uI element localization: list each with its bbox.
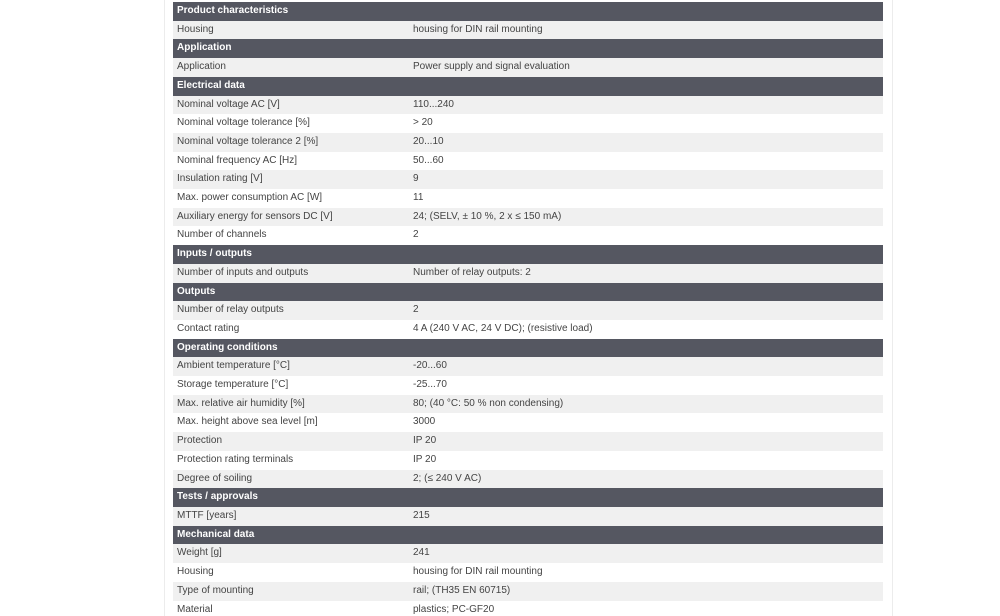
row-value: 24; (SELV, ± 10 %, 2 x ≤ 150 mA) bbox=[409, 208, 883, 227]
table-row bbox=[173, 395, 883, 414]
table-row bbox=[173, 432, 883, 451]
section-header bbox=[173, 339, 883, 358]
row-value: 215 bbox=[409, 507, 883, 526]
row-label: Max. relative air humidity [%] bbox=[173, 395, 409, 414]
row-value: 3000 bbox=[409, 413, 883, 432]
table-row bbox=[173, 170, 883, 189]
section-title: Electrical data bbox=[173, 77, 883, 96]
table-row bbox=[173, 21, 883, 40]
spec-table bbox=[173, 2, 883, 616]
row-value: rail; (TH35 EN 60715) bbox=[409, 582, 883, 601]
table-row bbox=[173, 470, 883, 489]
row-label: Auxiliary energy for sensors DC [V] bbox=[173, 208, 409, 227]
row-label: Degree of soiling bbox=[173, 470, 409, 489]
row-label: Protection bbox=[173, 432, 409, 451]
row-value: 2 bbox=[409, 301, 883, 320]
row-value: housing for DIN rail mounting bbox=[409, 563, 883, 582]
section-header bbox=[173, 245, 883, 264]
product-data-card bbox=[164, 0, 893, 616]
row-label: MTTF [years] bbox=[173, 507, 409, 526]
row-label: Housing bbox=[173, 21, 409, 40]
row-label: Storage temperature [°C] bbox=[173, 376, 409, 395]
table-row bbox=[173, 376, 883, 395]
table-row bbox=[173, 451, 883, 470]
section-title: Operating conditions bbox=[173, 339, 883, 358]
section-title: Tests / approvals bbox=[173, 488, 883, 507]
section-header bbox=[173, 283, 883, 302]
table-row bbox=[173, 601, 883, 616]
row-label: Nominal voltage AC [V] bbox=[173, 96, 409, 115]
table-row bbox=[173, 563, 883, 582]
row-label: Protection rating terminals bbox=[173, 451, 409, 470]
row-label: Housing bbox=[173, 563, 409, 582]
row-label: Application bbox=[173, 58, 409, 77]
table-row bbox=[173, 96, 883, 115]
row-label: Nominal voltage tolerance [%] bbox=[173, 114, 409, 133]
row-label: Insulation rating [V] bbox=[173, 170, 409, 189]
section-title: Outputs bbox=[173, 283, 883, 302]
table-row bbox=[173, 114, 883, 133]
section-title: Inputs / outputs bbox=[173, 245, 883, 264]
row-value: Power supply and signal evaluation bbox=[409, 58, 883, 77]
table-row bbox=[173, 582, 883, 601]
row-label: Max. height above sea level [m] bbox=[173, 413, 409, 432]
section-header bbox=[173, 2, 883, 21]
row-value: housing for DIN rail mounting bbox=[409, 21, 883, 40]
row-value: 9 bbox=[409, 170, 883, 189]
table-row bbox=[173, 58, 883, 77]
section-header bbox=[173, 77, 883, 96]
row-label: Number of inputs and outputs bbox=[173, 264, 409, 283]
row-value: > 20 bbox=[409, 114, 883, 133]
table-row bbox=[173, 357, 883, 376]
table-row bbox=[173, 544, 883, 563]
row-label: Max. power consumption AC [W] bbox=[173, 189, 409, 208]
row-value: 80; (40 °C: 50 % non condensing) bbox=[409, 395, 883, 414]
row-value: -20...60 bbox=[409, 357, 883, 376]
table-row bbox=[173, 133, 883, 152]
section-title: Mechanical data bbox=[173, 526, 883, 545]
section-title: Application bbox=[173, 39, 883, 58]
section-title: Product characteristics bbox=[173, 2, 883, 21]
table-row bbox=[173, 152, 883, 171]
row-value: 110...240 bbox=[409, 96, 883, 115]
row-value: 2; (≤ 240 V AC) bbox=[409, 470, 883, 489]
table-row bbox=[173, 226, 883, 245]
row-value: IP 20 bbox=[409, 451, 883, 470]
row-value: 4 A (240 V AC, 24 V DC); (resistive load) bbox=[409, 320, 883, 339]
section-header bbox=[173, 39, 883, 58]
row-label: Contact rating bbox=[173, 320, 409, 339]
row-value: IP 20 bbox=[409, 432, 883, 451]
row-value: 50...60 bbox=[409, 152, 883, 171]
table-row bbox=[173, 301, 883, 320]
table-row bbox=[173, 264, 883, 283]
row-label: Number of channels bbox=[173, 226, 409, 245]
row-label: Nominal frequency AC [Hz] bbox=[173, 152, 409, 171]
row-label: Ambient temperature [°C] bbox=[173, 357, 409, 376]
row-label: Weight [g] bbox=[173, 544, 409, 563]
section-header bbox=[173, 488, 883, 507]
table-row bbox=[173, 507, 883, 526]
table-row bbox=[173, 413, 883, 432]
row-value: -25...70 bbox=[409, 376, 883, 395]
table-row bbox=[173, 208, 883, 227]
row-label: Nominal voltage tolerance 2 [%] bbox=[173, 133, 409, 152]
row-value: Number of relay outputs: 2 bbox=[409, 264, 883, 283]
spec-table-body bbox=[173, 2, 883, 616]
row-label: Number of relay outputs bbox=[173, 301, 409, 320]
row-value: 20...10 bbox=[409, 133, 883, 152]
row-value: 11 bbox=[409, 189, 883, 208]
table-row bbox=[173, 320, 883, 339]
section-header bbox=[173, 526, 883, 545]
row-value: 2 bbox=[409, 226, 883, 245]
row-label: Type of mounting bbox=[173, 582, 409, 601]
table-row bbox=[173, 189, 883, 208]
row-label: Material bbox=[173, 601, 409, 616]
row-value: 241 bbox=[409, 544, 883, 563]
row-value: plastics; PC-GF20 bbox=[409, 601, 883, 616]
